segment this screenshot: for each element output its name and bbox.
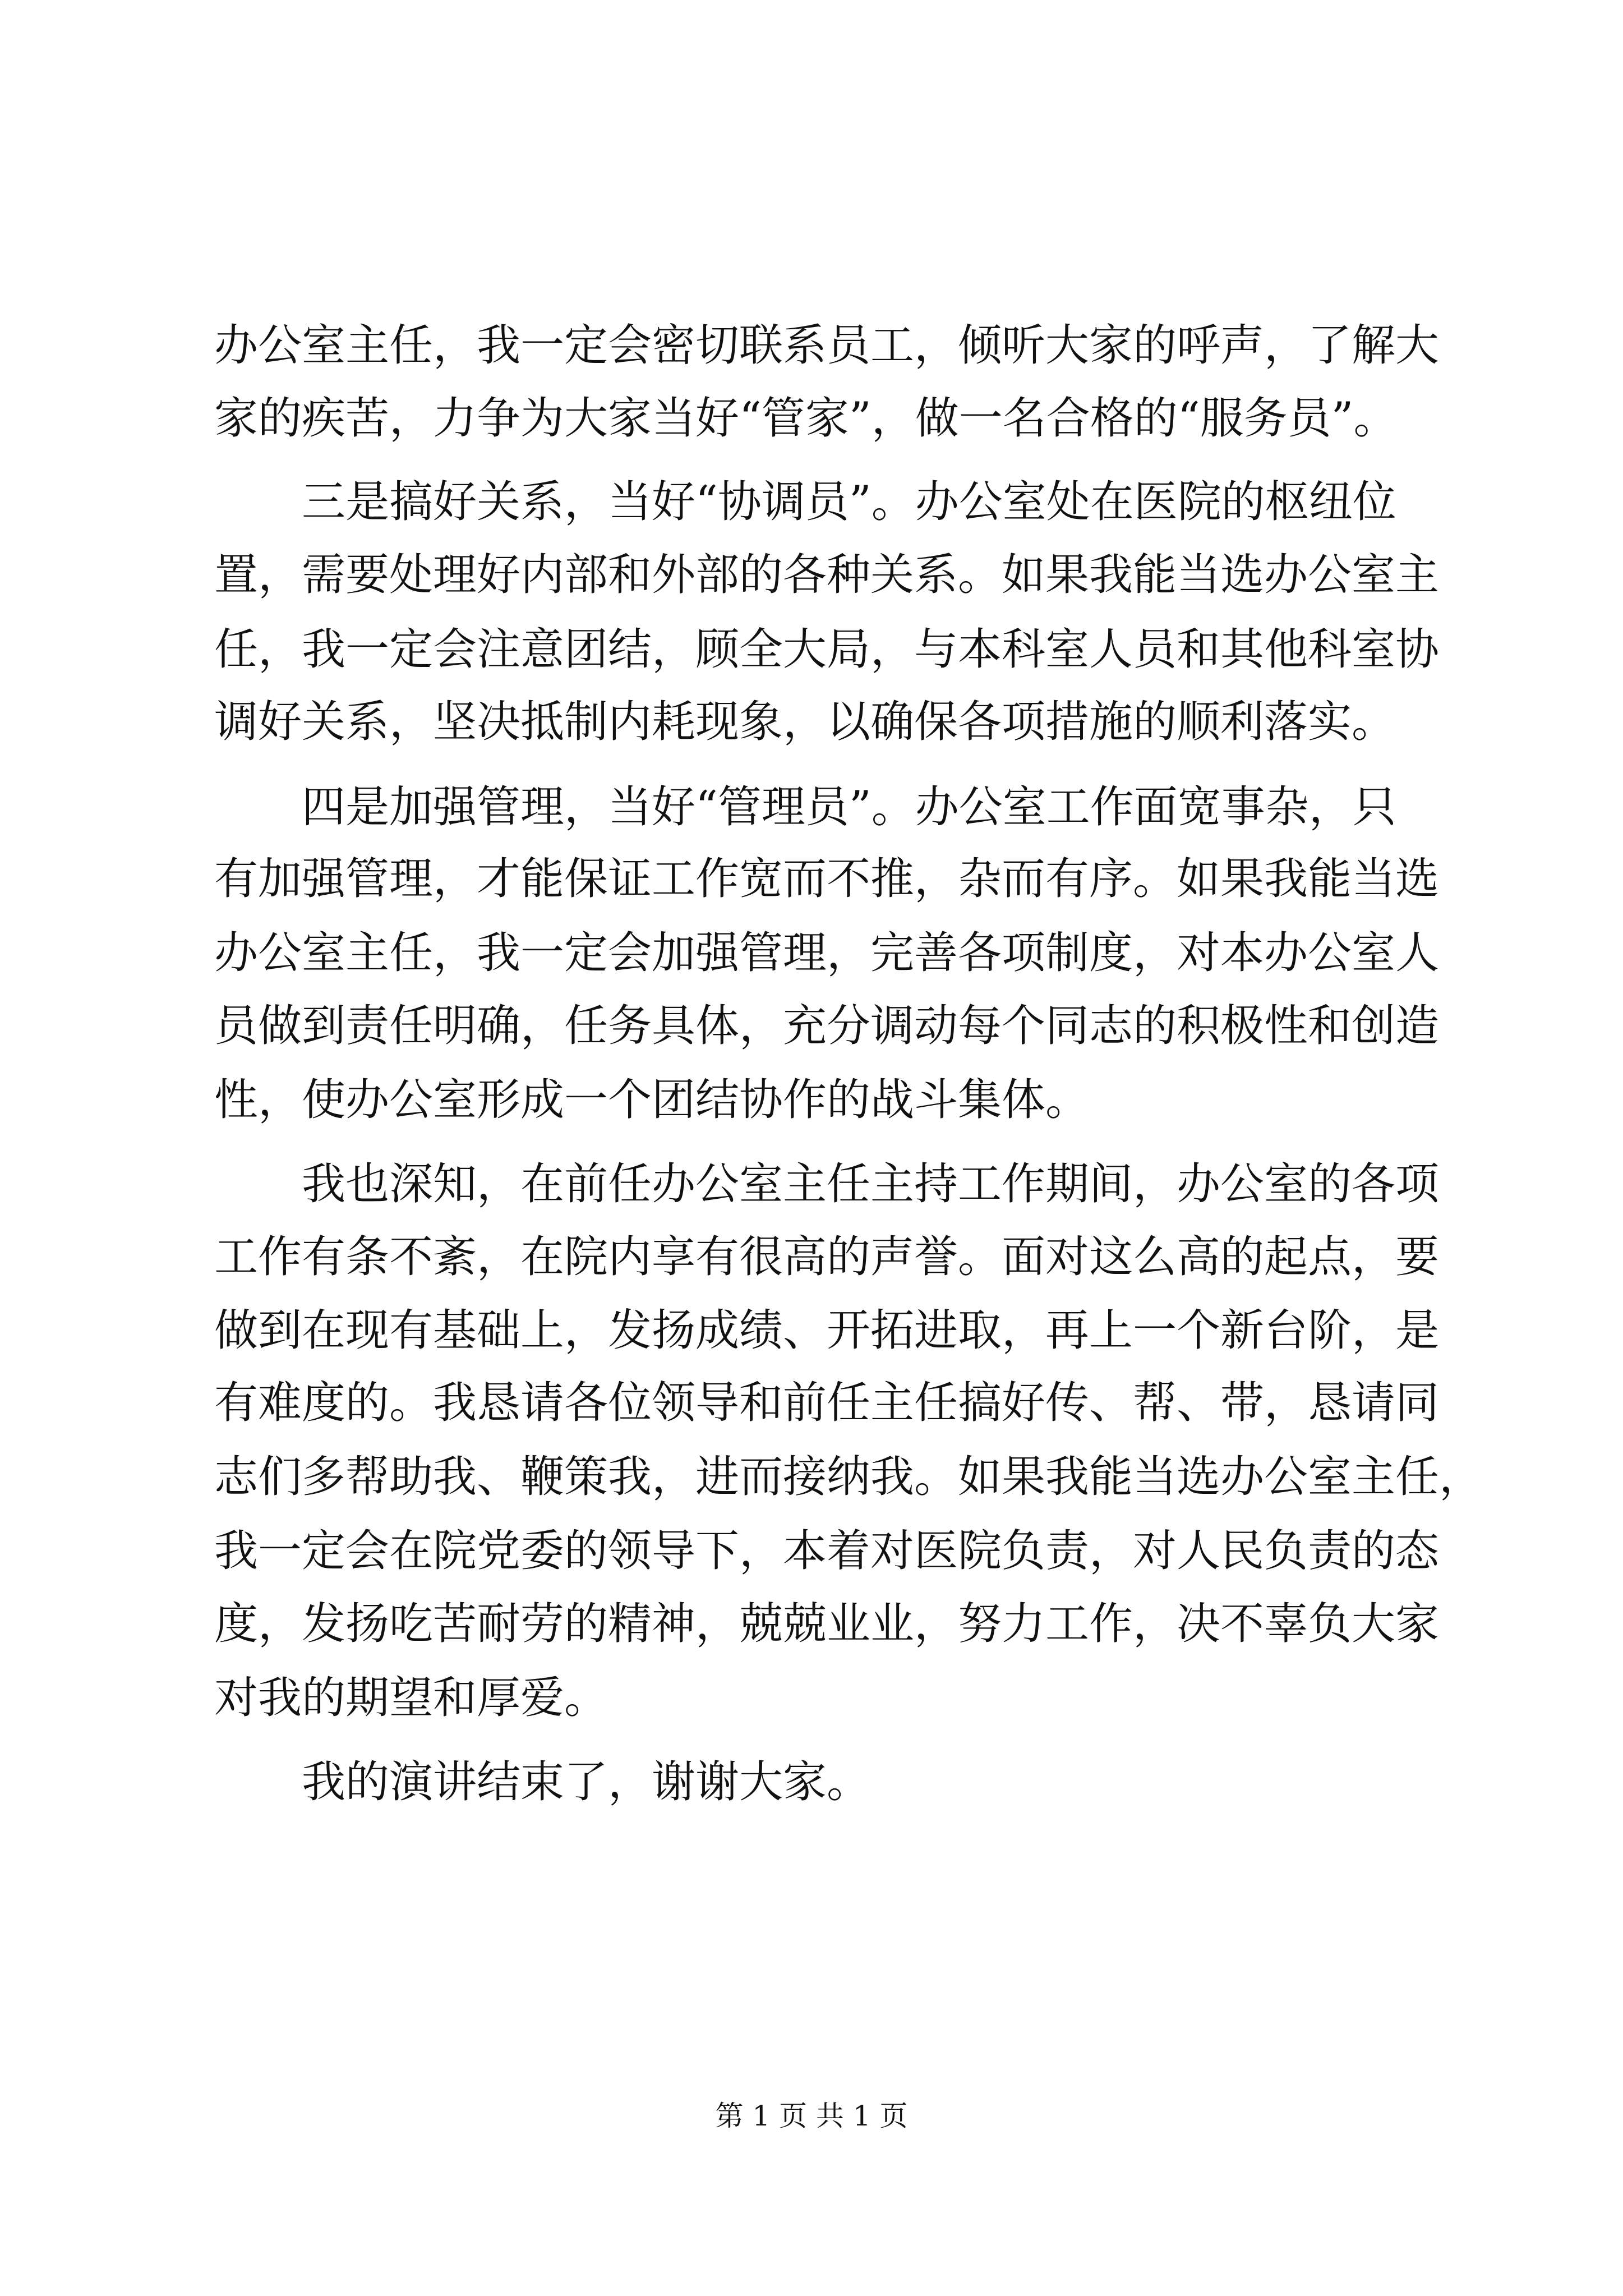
paragraph-4-line-3: 做到在现有基础上，发扬成绩、开拓进取，再上一个新台阶，是 xyxy=(214,1305,1440,1356)
paragraph-2-line-3: 任，我一定会注意团结，顾全大局，与本科室人员和其他科室协 xyxy=(214,624,1440,675)
paragraph-3-line-2: 有加强管理，才能保证工作宽而不推，杂而有序。如果我能当选 xyxy=(214,854,1440,904)
paragraph-5-line-1: 我的演讲结束了，谢谢大家。 xyxy=(302,1757,871,1807)
paragraph-4-line-4: 有难度的。我恳请各位领导和前任主任搞好传、帮、带，恳请同 xyxy=(214,1378,1440,1428)
paragraph-4-line-8: 对我的期望和厚爱。 xyxy=(214,1673,608,1723)
paragraph-4-line-6: 我一定会在院党委的领导下，本着对医院负责，对人民负责的态 xyxy=(214,1526,1440,1576)
paragraph-1-line-2: 家的疾苦，力争为大家当好“管家”，做一名合格的“服务员”。 xyxy=(214,393,1398,444)
paragraph-2-line-4: 调好关系，坚决抵制内耗现象，以确保各项措施的顺利落实。 xyxy=(214,697,1396,747)
paragraph-4-line-2: 工作有条不紊，在院内享有很高的声誉。面对这么高的起点，要 xyxy=(214,1232,1440,1282)
paragraph-1-line-1: 办公室主任，我一定会密切联系员工，倾听大家的呼声，了解大 xyxy=(214,320,1440,371)
paragraph-2-line-2: 置，需要处理好内部和外部的各种关系。如果我能当选办公室主 xyxy=(214,550,1440,600)
paragraph-4-line-7: 度，发扬吃苦耐劳的精神，兢兢业业，努力工作，决不辜负大家 xyxy=(214,1599,1440,1649)
paragraph-3-line-4: 员做到责任明确，任务具体，充分调动每个同志的积极性和创造 xyxy=(214,1001,1440,1051)
paragraph-3-line-5: 性，使办公室形成一个团结协作的战斗集体。 xyxy=(214,1075,1090,1125)
paragraph-2-line-1: 三是搞好关系，当好“协调员”。办公室处在医院的枢纽位 xyxy=(302,477,1396,527)
paragraph-3-line-3: 办公室主任，我一定会加强管理，完善各项制度，对本办公室人 xyxy=(214,928,1440,978)
paragraph-3-line-1: 四是加强管理，当好“管理员”。办公室工作面宽事杂，只 xyxy=(302,782,1396,832)
page-number-footer: 第 1 页 共 1 页 xyxy=(715,2100,908,2132)
paragraph-4-line-1: 我也深知，在前任办公室主任主持工作期间，办公室的各项 xyxy=(302,1159,1440,1209)
paragraph-4-line-5: 志们多帮助我、鞭策我，进而接纳我。如果我能当选办公室主任， xyxy=(214,1452,1483,1502)
